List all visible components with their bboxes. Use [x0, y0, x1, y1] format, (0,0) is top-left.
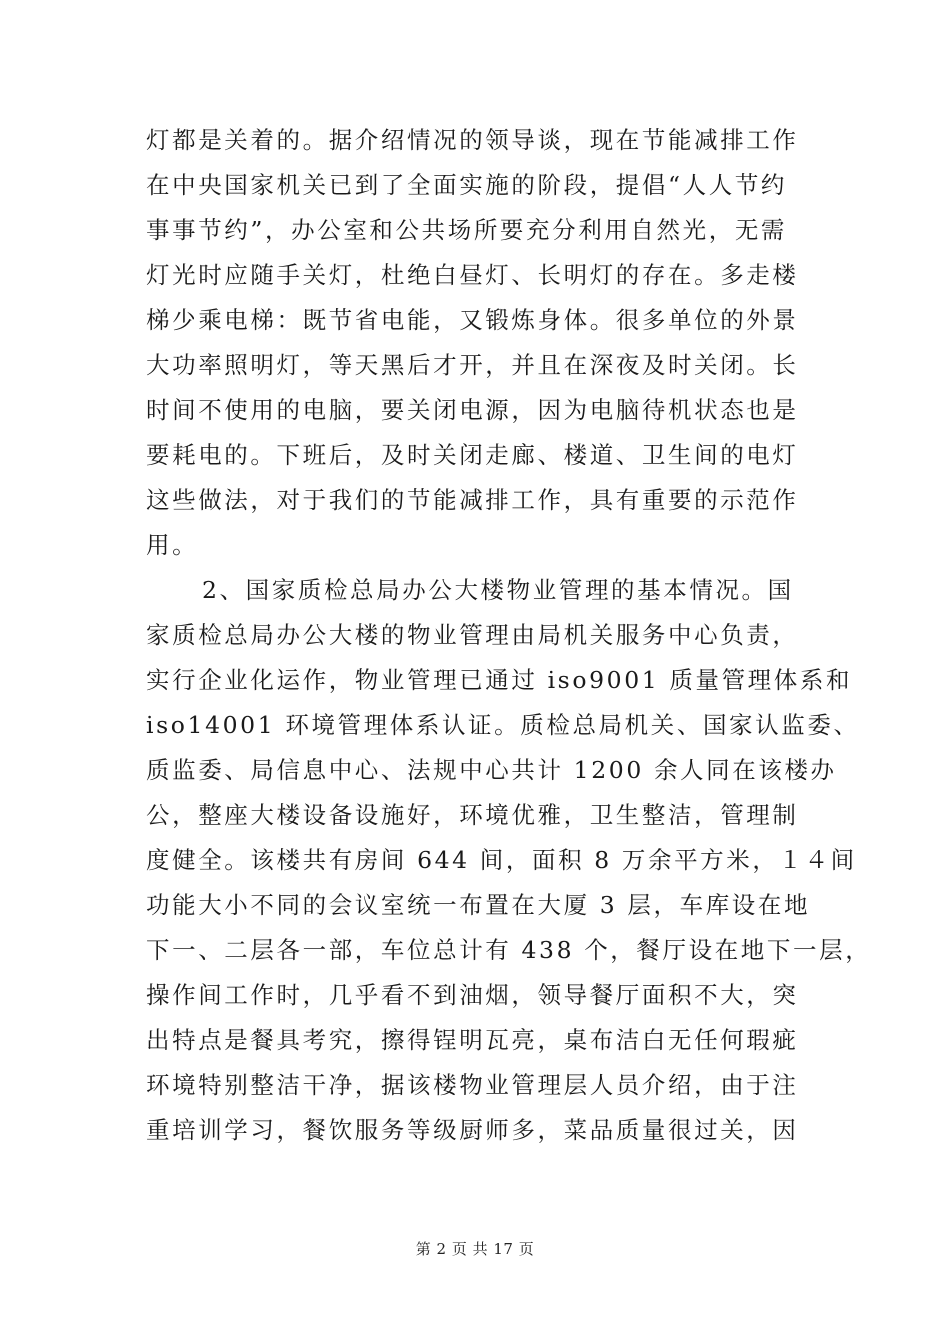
text-line: 灯光时应随手关灯，杜绝白昼灯、长明灯的存在。多走楼	[146, 261, 799, 289]
document-body	[146, 118, 872, 1153]
text-line: 实行企业化运作，物业管理已通过 iso9001 质量管理体系和	[146, 666, 853, 694]
text-line: 梯少乘电梯：既节省电能，又锻炼身体。很多单位的外景	[146, 306, 799, 334]
text-line: 这些做法，对于我们的节能减排工作，具有重要的示范作	[146, 486, 799, 514]
text-line: 时间不使用的电脑，要关闭电源，因为电脑待机状态也是	[146, 396, 799, 424]
text-line: 出特点是餐具考究，擦得锃明瓦亮，桌布洁白无任何瑕疵	[146, 1026, 799, 1054]
text-line: 操作间工作时，几乎看不到油烟，领导餐厅面积不大，突	[146, 981, 799, 1009]
text-line: 环境特别整洁干净，据该楼物业管理层人员介绍，由于注	[146, 1071, 799, 1099]
text-line: 用。	[146, 531, 199, 559]
text-line: 公，整座大楼设备设施好，环境优雅，卫生整洁，管理制	[146, 801, 799, 829]
text-line: 事事节约”，办公室和公共场所要充分利用自然光，无需	[146, 216, 788, 244]
text-line: iso14001 环境管理体系认证。质检总局机关、国家认监委、	[146, 711, 860, 739]
text-line: 质监委、局信息中心、法规中心共计 1200 余人同在该楼办	[146, 756, 837, 784]
text-line: 在中央国家机关已到了全面实施的阶段，提倡“人人节约	[146, 171, 788, 199]
text-line: 灯都是关着的。据介绍情况的领导谈，现在节能减排工作	[146, 126, 799, 154]
text-line: 要耗电的。下班后，及时关闭走廊、楼道、卫生间的电灯	[146, 441, 799, 469]
text-line: 下一、二层各一部，车位总计有 438 个，餐厅设在地下一层，	[146, 936, 872, 964]
text-line: 重培训学习，餐饮服务等级厨师多，菜品质量很过关，因	[146, 1116, 799, 1144]
page-number-footer: 第 2 页 共 17 页	[415, 1240, 535, 1258]
text-line: 功能大小不同的会议室统一布置在大厦 3 层，车库设在地	[146, 891, 811, 919]
paragraph-start-line: 2、国家质检总局办公大楼物业管理的基本情况。国	[202, 576, 794, 604]
text-line: 度健全。该楼共有房间 644 间，面积 8 万余平方米，１４间	[146, 846, 857, 874]
text-line: 家质检总局办公大楼的物业管理由局机关服务中心负责，	[146, 621, 799, 649]
text-line: 大功率照明灯，等天黑后才开，并且在深夜及时关闭。长	[146, 351, 799, 379]
